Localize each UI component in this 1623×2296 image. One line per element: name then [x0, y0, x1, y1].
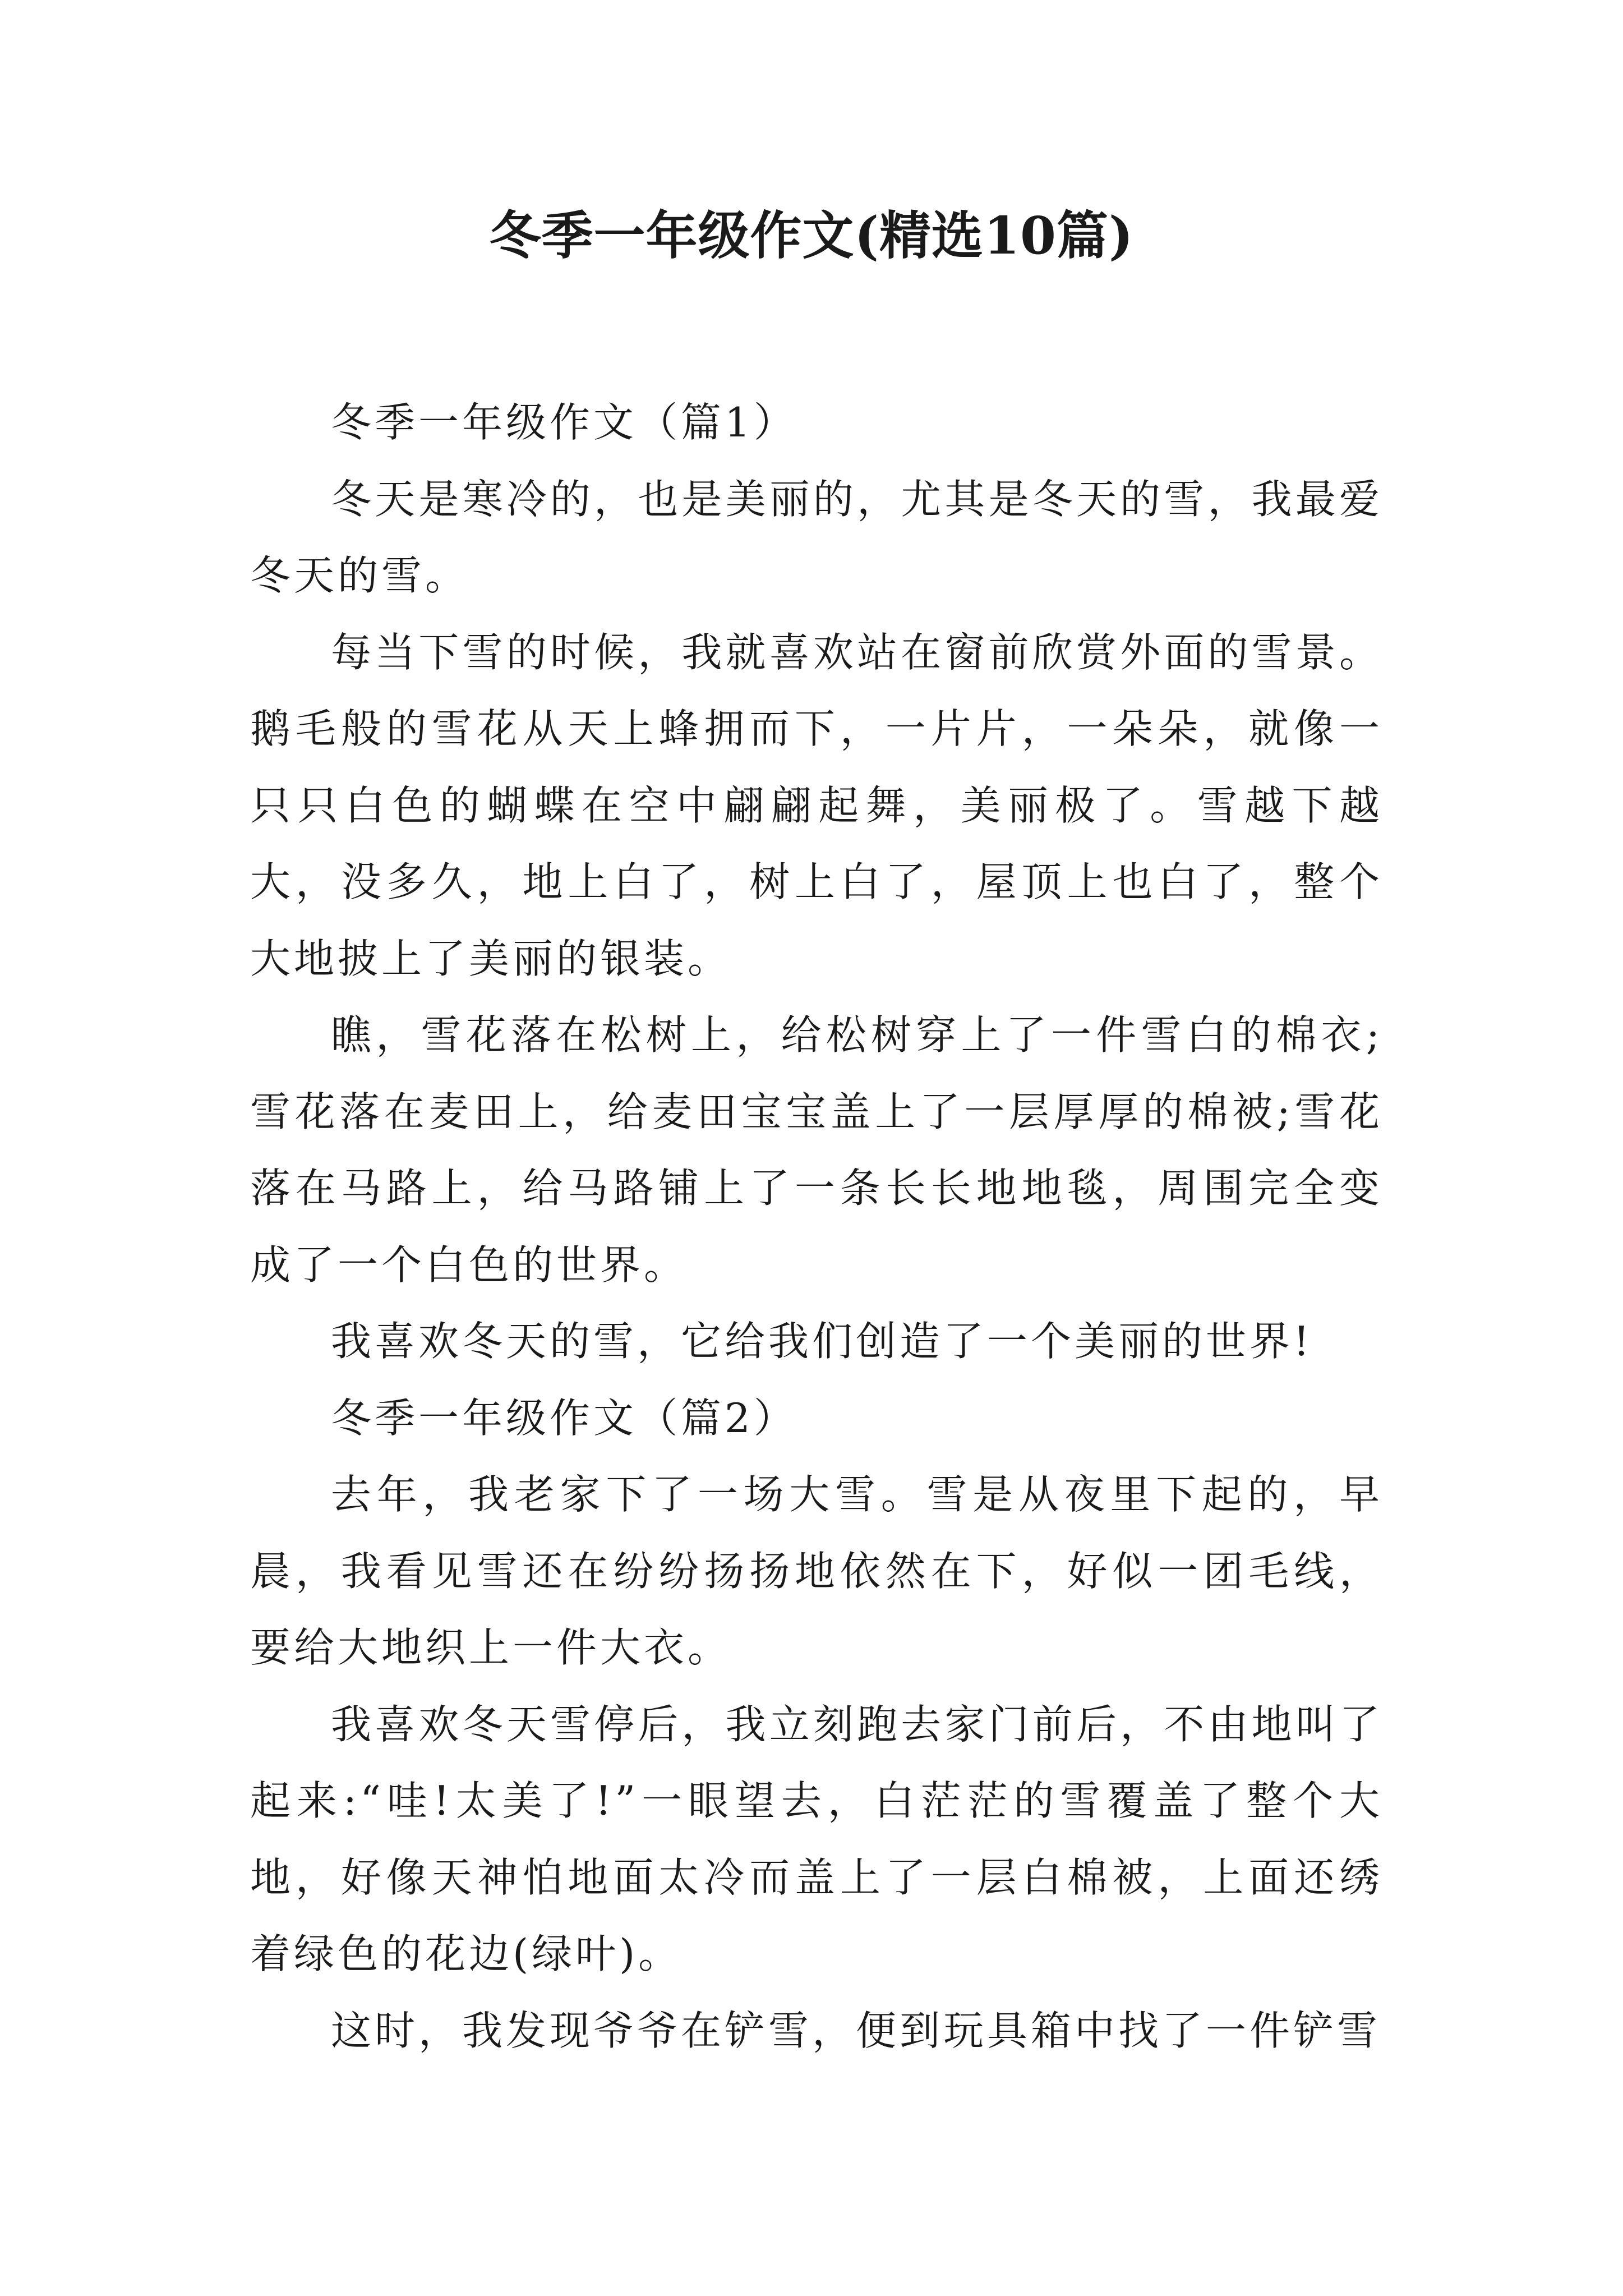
paragraph: 冬天是寒冷的，也是美丽的，尤其是冬天的雪，我最爱冬天的雪。	[250, 475, 1383, 599]
paragraph: 我喜欢冬天的雪，它给我们创造了一个美丽的世界!	[331, 1318, 1313, 1365]
paragraph: 瞧，雪花落在松树上，给松树穿上了一件雪白的棉衣;雪花落在麦田上，给麦田宝宝盖上了一层厚厚的棉被;雪花落在马路上，给马路铺上了一条长长地地毯，周围完全变成了一个白色的世界。	[250, 1011, 1383, 1289]
paragraph: 我喜欢冬天雪停后，我立刻跑去家门前后，不由地叫了起来:“哇!太美了!”一眼望去，白茫茫的雪覆盖了整个大地，好像天神怕地面太冷而盖上了一层白棉被，上面还绣着绿色的花边(绿叶)。	[250, 1700, 1383, 1977]
paragraph: 这时，我发现爷爷在铲雪，便到玩具箱中找了一件铲雪	[331, 2007, 1381, 2054]
paragraph: 去年，我老家下了一场大雪。雪是从夜里下起的，早晨，我看见雪还在纷纷扬扬地依然在下，好似一团毛线，要给大地织上一件大衣。	[250, 1471, 1383, 1671]
section-heading: 冬季一年级作文（篇1）	[331, 399, 797, 446]
document-body	[250, 384, 1383, 2069]
document-title: 冬季一年级作文(精选10篇)	[489, 205, 1134, 266]
section-heading: 冬季一年级作文（篇2）	[331, 1394, 797, 1442]
paragraph: 每当下雪的时候，我就喜欢站在窗前欣赏外面的雪景。鹅毛般的雪花从天上蜂拥而下，一片片，一朵朵，就像一只只白色的蝴蝶在空中翩翩起舞，美丽极了。雪越下越大，没多久，地上白了，树上白了，屋顶上也白了，整个大地披上了美丽的银装。	[250, 628, 1383, 982]
